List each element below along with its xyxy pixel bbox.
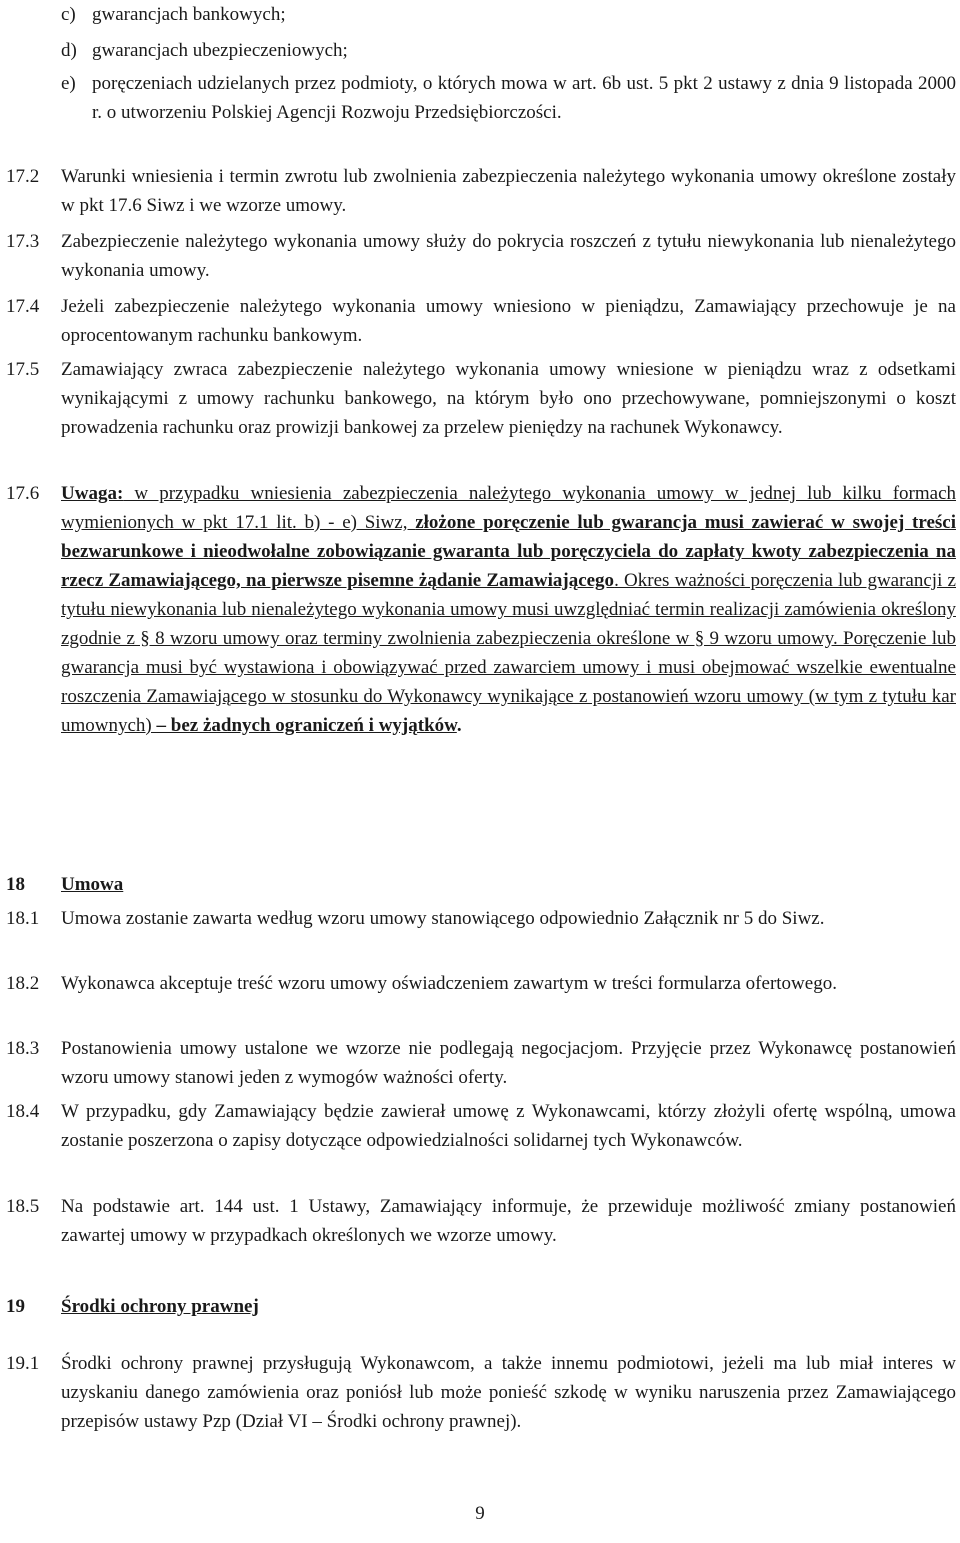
paragraph-number: 18.3 (6, 1038, 40, 1059)
list-text: gwarancjach ubezpieczeniowych; (92, 40, 348, 61)
paragraph-text (61, 479, 956, 740)
paragraph-text: Warunki wniesienia i termin zwrotu lub zwolnienia zabezpieczenia należytego wykonania umowy określone zostały w pkt 17.6 Siwz i we wzorze umowy. (61, 166, 956, 216)
paragraph-18-4 (6, 1097, 956, 1155)
section-18-heading (6, 870, 123, 899)
warning-text-part2: . Okres ważności poręczenia lub gwarancji z tytułu niewykonania lub nienależytego wykonania umowy musi uwzględniać termin realizacji zamówienia określony zgodnie z § 8 wzoru umowy oraz terminy zwolnienia zabezpieczenia określone w § 9 wzoru umowy. Poręczenie lub gwarancja musi być wystawiona i obowiązywać przed zawarciem umowy i musi obejmować wszelkie ewentualne roszczenia Zamawiającego w stosunku do Wykonawcy wynikające z postanowień wzoru umowy (w tym z tytułu kar umownych) (61, 570, 956, 736)
paragraph-number: 17.2 (6, 166, 40, 187)
paragraph-18-2 (6, 969, 956, 998)
list-item-d (61, 36, 956, 65)
paragraph-text: Na podstawie art. 144 ust. 1 Ustawy, Zamawiający informuje, że przewiduje możliwość zmiany postanowień zawartej umowy w przypadkach określonych we wzorze umowy. (61, 1196, 956, 1246)
paragraph-18-1 (6, 904, 956, 933)
paragraph-19-1 (6, 1349, 956, 1436)
paragraph-18-5 (6, 1192, 956, 1250)
paragraph-17-5 (6, 355, 956, 442)
paragraph-number: 19.1 (6, 1353, 40, 1374)
paragraph-17-6 (6, 479, 956, 740)
section-number: 19 (6, 1296, 25, 1317)
list-letter: e) (61, 73, 76, 94)
warning-end: . (456, 715, 462, 736)
paragraph-17-4 (6, 292, 956, 350)
paragraph-text: Zabezpieczenie należytego wykonania umowy służy do pokrycia roszczeń z tytułu niewykonania lub nienależytego wykonania umowy. (61, 231, 956, 281)
warning-text-part1: w przypadku wniesienia zabezpieczenia należytego wykonania umowy w jednej lub kilku formach wymienionych w pkt 17.1 lit. b) - e) Siwz, (61, 483, 956, 533)
paragraph-number: 18.1 (6, 908, 40, 929)
paragraph-number: 18.5 (6, 1196, 40, 1217)
paragraph-17-3 (6, 227, 956, 285)
page-number: 9 (475, 1503, 485, 1524)
paragraph-text: Jeżeli zabezpieczenie należytego wykonania umowy wniesiono w pieniądzu, Zamawiający przechowuje je na oprocentowanym rachunku bankowym. (61, 296, 956, 346)
paragraph-text: W przypadku, gdy Zamawiający będzie zawierał umowę z Wykonawcami, którzy złożyli ofertę wspólną, umowa zostanie poszerzona o zapisy dotyczące odpowiedzialności solidarnej tych Wykonawców. (61, 1101, 956, 1151)
warning-bold-requirement: złożone poręczenie lub gwarancja musi zawierać w swojej treści bezwarunkowe i nieodwołalne zobowiązanie gwaranta lub poręczyciela do zapłaty kwoty zabezpieczenia na rzecz Zamawiającego, na pierwsze pisemne żądanie Zamawiającego (61, 512, 956, 591)
paragraph-17-2 (6, 162, 956, 220)
paragraph-number: 17.3 (6, 231, 40, 252)
paragraph-text: Postanowienia umowy ustalone we wzorze nie podlegają negocjacjom. Przyjęcie przez Wykonawcę postanowień wzoru umowy stanowi jeden z wymogów ważności oferty. (61, 1038, 956, 1088)
list-text: gwarancjach bankowych; (92, 4, 286, 25)
paragraph-text: Wykonawca akceptuje treść wzoru umowy oświadczeniem zawartym w treści formularza ofertowego. (61, 973, 837, 994)
paragraph-18-3 (6, 1034, 956, 1092)
paragraph-text: Zamawiający zwraca zabezpieczenie należytego wykonania umowy wniesione w pieniądzu wraz z odsetkami wynikającymi z umowy rachunku bankowego, na którym było ono przechowywane, pomniejszonymi o koszt prowadzenia rachunku oraz prowizji bankowej za przelew pieniędzy na rachunek Wykonawcy. (61, 359, 956, 438)
paragraph-number: 17.6 (6, 483, 40, 504)
section-19-heading (6, 1292, 259, 1321)
warning-label: Uwaga: (61, 483, 124, 504)
section-number: 18 (6, 874, 25, 895)
section-title: Środki ochrony prawnej (61, 1296, 259, 1317)
list-letter: c) (61, 4, 76, 25)
paragraph-number: 18.2 (6, 973, 40, 994)
paragraph-number: 18.4 (6, 1101, 40, 1122)
list-item-c (61, 0, 956, 29)
list-text: poręczeniach udzielanych przez podmioty, o których mowa w art. 6b ust. 5 pkt 2 ustawy z dnia 9 listopada 2000 r. o utworzeniu Polskiej Agencji Rozwoju Przedsiębiorczości. (92, 73, 956, 123)
section-title: Umowa (61, 874, 124, 895)
paragraph-text: Umowa zostanie zawarta według wzoru umowy stanowiącego odpowiednio Załącznik nr 5 do Siwz. (61, 908, 825, 929)
paragraph-number: 17.4 (6, 296, 40, 317)
warning-bold-ending: – bez żadnych ograniczeń i wyjątków (156, 715, 457, 736)
list-letter: d) (61, 40, 77, 61)
paragraph-text: Środki ochrony prawnej przysługują Wykonawcom, a także innemu podmiotowi, jeżeli ma lub miał interes w uzyskaniu danego zamówienia oraz poniósł lub może ponieść szkodę w wyniku naruszenia przez Zamawiającego przepisów ustawy Pzp (Dział VI – Środki ochrony prawnej). (61, 1353, 956, 1432)
list-item-e (61, 69, 956, 127)
paragraph-number: 17.5 (6, 359, 40, 380)
